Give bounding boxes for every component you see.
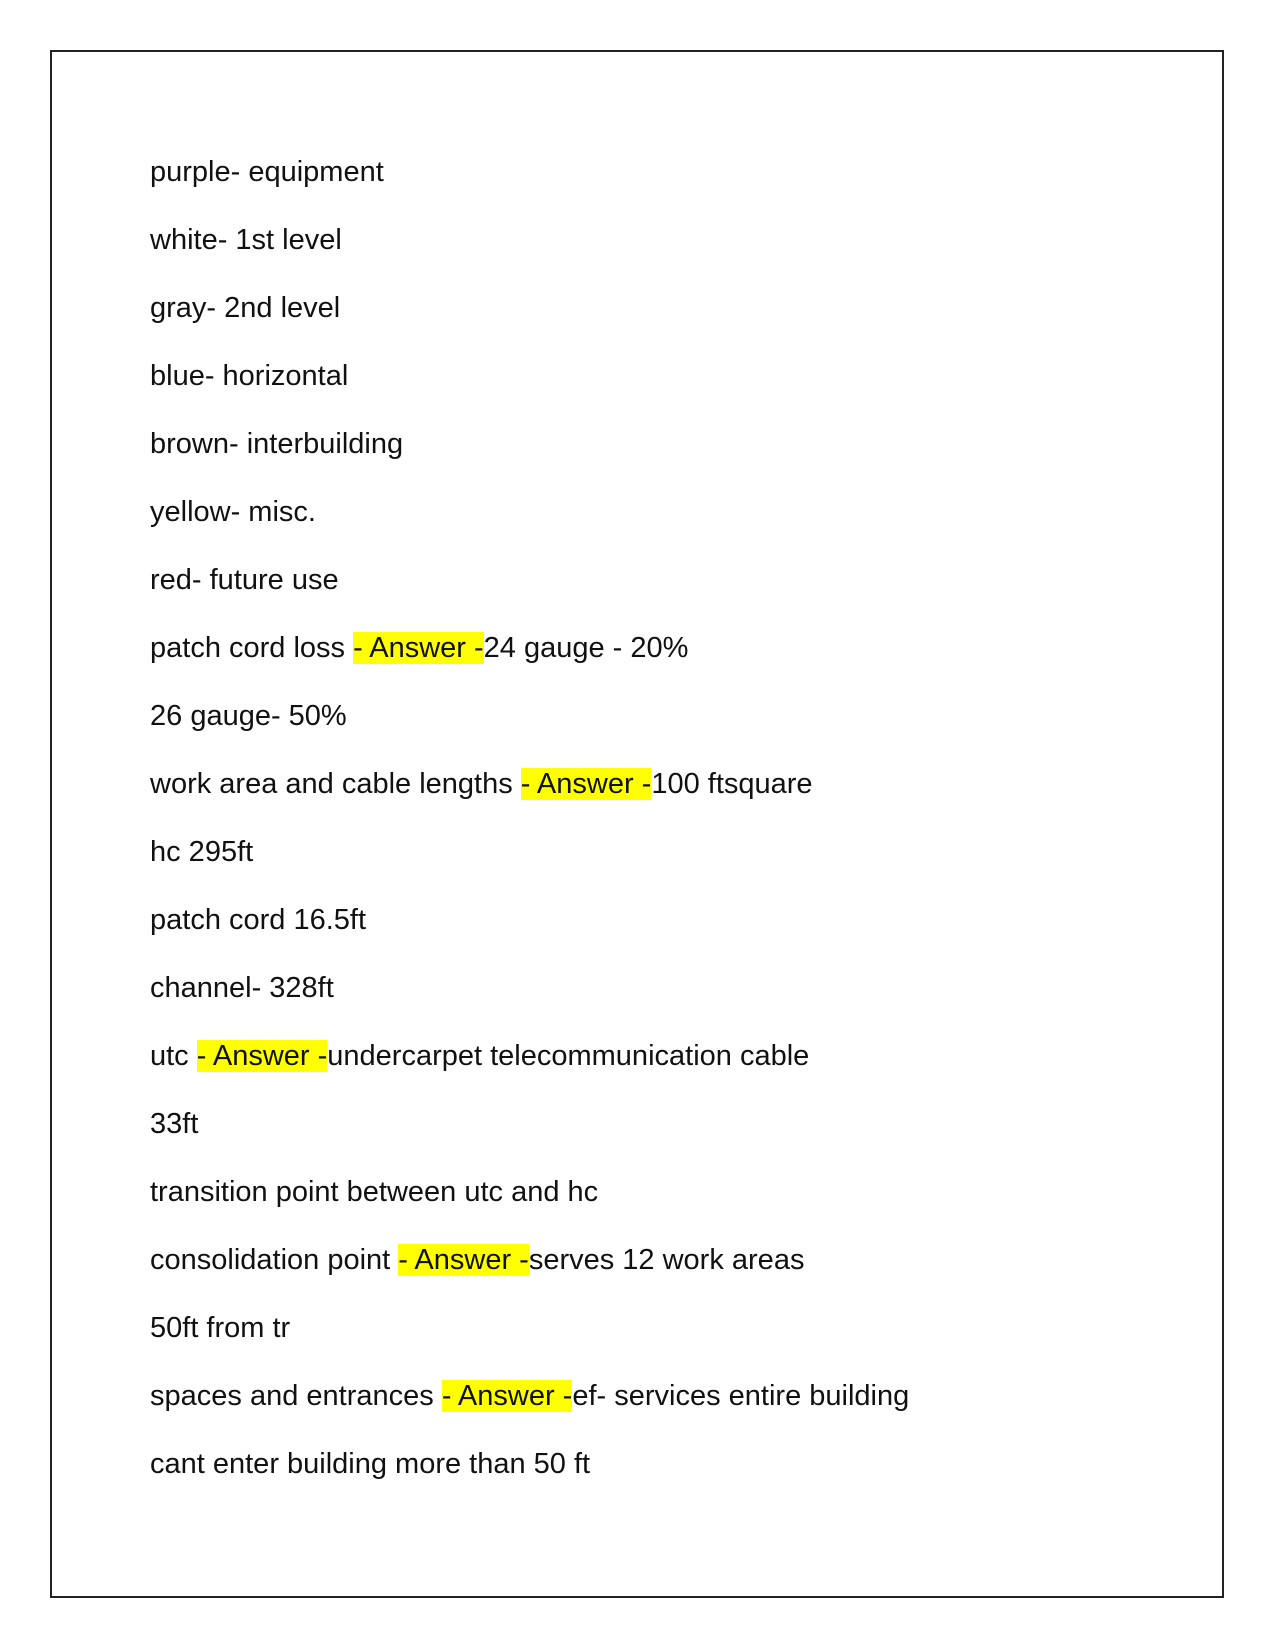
line-text: white- 1st level (150, 224, 342, 256)
question-text: work area and cable lengths (150, 768, 521, 800)
qa-line (150, 1374, 1150, 1442)
question-text: patch cord loss (150, 632, 354, 664)
text-line (150, 286, 1150, 354)
text-line (150, 1170, 1150, 1238)
text-line (150, 354, 1150, 422)
line-text: 50ft from tr (150, 1312, 291, 1344)
answer-highlight: - Answer - (520, 768, 652, 800)
line-text: yellow- misc. (150, 496, 316, 528)
text-line (150, 150, 1150, 218)
document-body (150, 150, 1150, 1510)
line-text: transition point between utc and hc (150, 1176, 599, 1208)
text-line (150, 830, 1150, 898)
qa-line (150, 626, 1150, 694)
line-text: blue- horizontal (150, 360, 349, 392)
answer-highlight: - Answer - (441, 1380, 573, 1412)
text-line (150, 490, 1150, 558)
qa-line (150, 1238, 1150, 1306)
answer-text: serves 12 work areas (528, 1244, 805, 1276)
answer-highlight: - Answer - (353, 632, 484, 664)
line-text: patch cord 16.5ft (150, 904, 367, 936)
answer-text: 24 gauge - 20% (483, 632, 689, 664)
text-line (150, 218, 1150, 286)
question-text: spaces and entrances (150, 1380, 442, 1412)
answer-text: 100 ftsquare (651, 768, 813, 800)
answer-text: undercarpet telecommunication cable (327, 1040, 810, 1072)
line-text: red- future use (150, 564, 339, 596)
qa-line (150, 762, 1150, 830)
line-text: 33ft (150, 1108, 199, 1140)
line-text: brown- interbuilding (150, 428, 404, 460)
question-text: consolidation point (150, 1244, 399, 1276)
question-text: utc (150, 1040, 197, 1072)
line-text: 26 gauge- 50% (150, 700, 347, 732)
answer-text: ef- services entire building (572, 1380, 910, 1412)
line-text: hc 295ft (150, 836, 254, 868)
text-line (150, 1102, 1150, 1170)
text-line (150, 694, 1150, 762)
text-line (150, 966, 1150, 1034)
line-text: purple- equipment (150, 156, 384, 188)
text-line (150, 422, 1150, 490)
line-text: gray- 2nd level (150, 292, 341, 324)
text-line (150, 1306, 1150, 1374)
qa-line (150, 1034, 1150, 1102)
text-line (150, 1442, 1150, 1510)
line-text: channel- 328ft (150, 972, 334, 1004)
text-line (150, 558, 1150, 626)
line-text: cant enter building more than 50 ft (150, 1448, 591, 1480)
answer-highlight: - Answer - (196, 1040, 328, 1072)
text-line (150, 898, 1150, 966)
answer-highlight: - Answer - (398, 1244, 529, 1276)
